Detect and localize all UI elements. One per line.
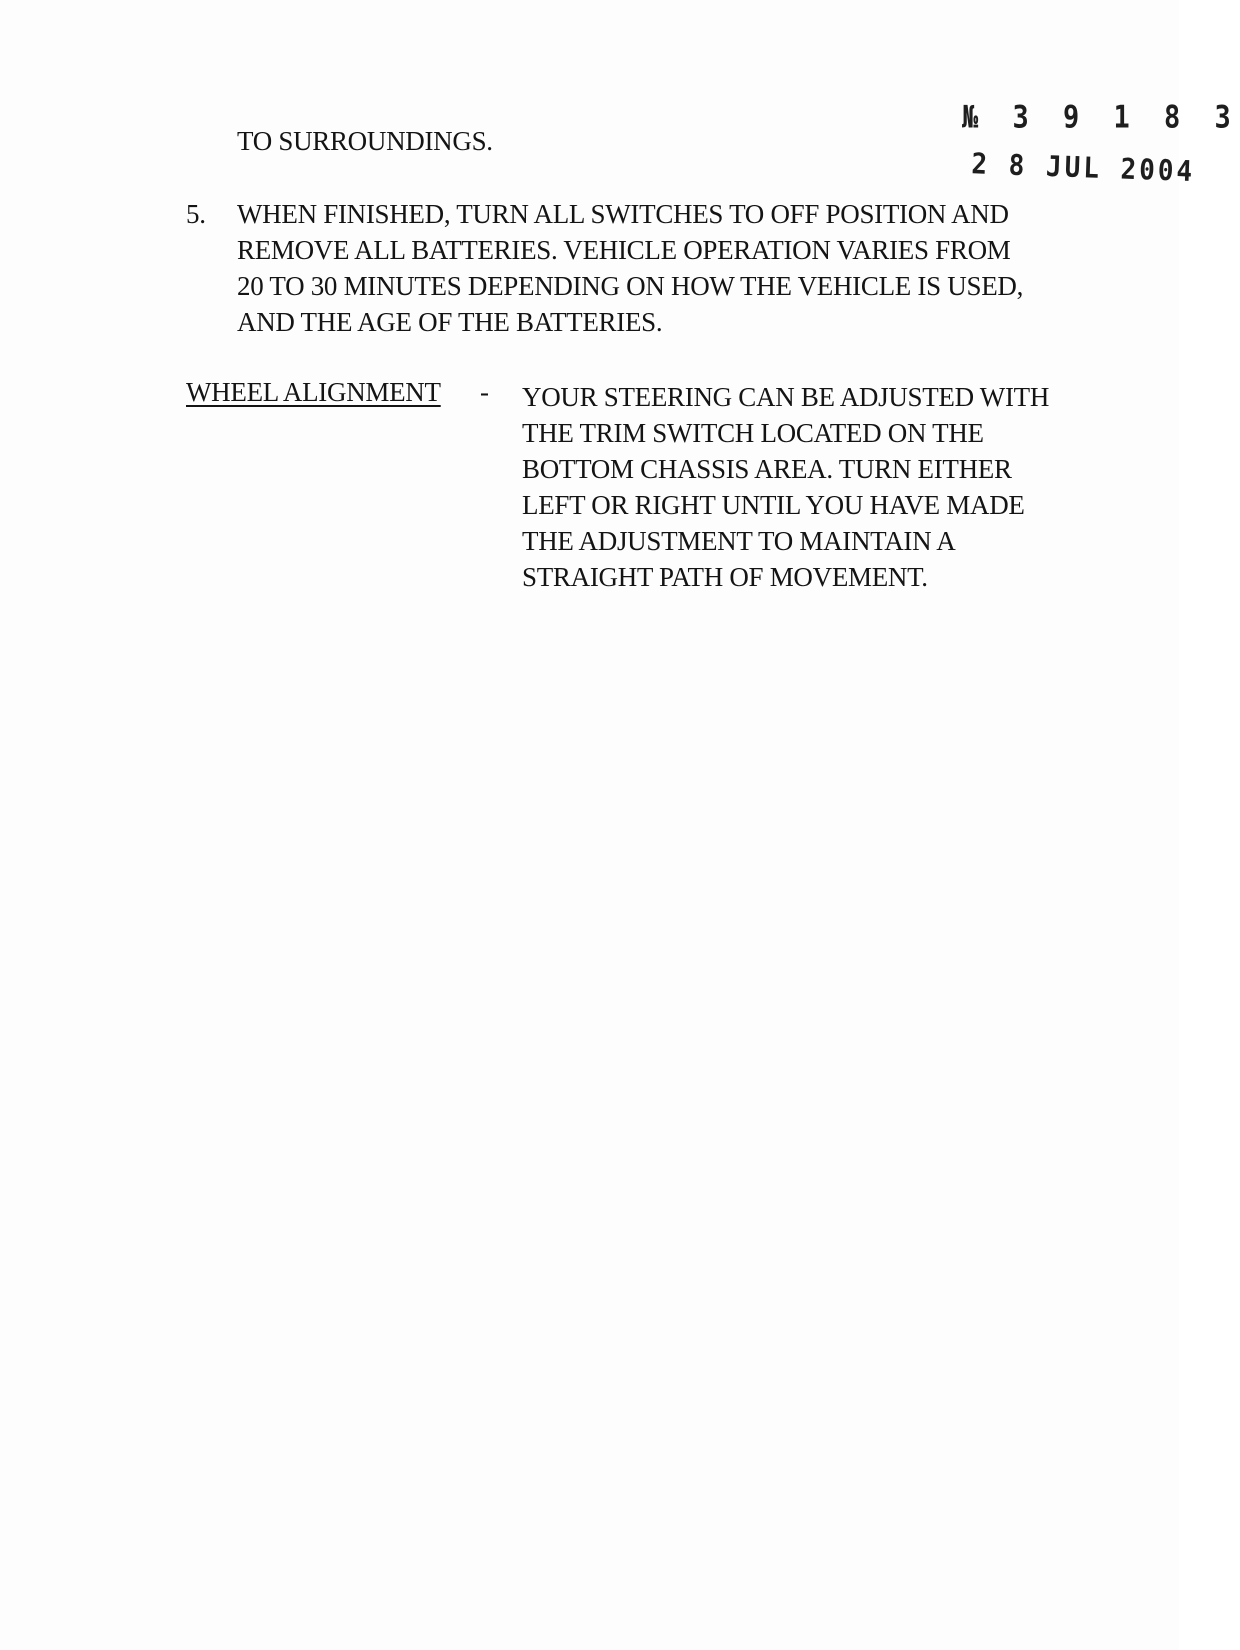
wheel-alignment-line: THE ADJUSTMENT TO MAINTAIN A — [522, 526, 956, 556]
wheel-alignment-line: BOTTOM CHASSIS AREA. TURN EITHER — [522, 454, 1012, 484]
wheel-alignment-line: THE TRIM SWITCH LOCATED ON THE — [522, 418, 984, 448]
item-line: REMOVE ALL BATTERIES. VEHICLE OPERATION VARIES FROM — [237, 235, 1011, 265]
item-line: 20 TO 30 MINUTES DEPENDING ON HOW THE VEHICLE IS USED, — [237, 271, 1024, 301]
item-line: WHEN FINISHED, TURN ALL SWITCHES TO OFF POSITION AND — [237, 199, 1009, 229]
wheel-alignment-body — [522, 379, 1049, 595]
wheel-alignment-line: STRAIGHT PATH OF MOVEMENT. — [522, 562, 928, 592]
wheel-alignment-line: LEFT OR RIGHT UNTIL YOU HAVE MADE — [522, 490, 1025, 520]
wheel-alignment-line: YOUR STEERING CAN BE ADJUSTED WITH — [522, 382, 1050, 412]
item-body — [237, 196, 1023, 340]
wheel-alignment-dash: - — [480, 377, 489, 407]
wheel-alignment-heading: WHEEL ALIGNMENT — [186, 377, 441, 407]
stamp-date: 2 8 JUL 2004 — [970, 148, 1196, 189]
item-number: 5. — [186, 199, 206, 229]
stamp-number: № 3 9 1 8 3 — [962, 100, 1240, 136]
item-line: AND THE AGE OF THE BATTERIES. — [237, 307, 663, 337]
continuation-line: TO SURROUNDINGS. — [237, 126, 493, 156]
